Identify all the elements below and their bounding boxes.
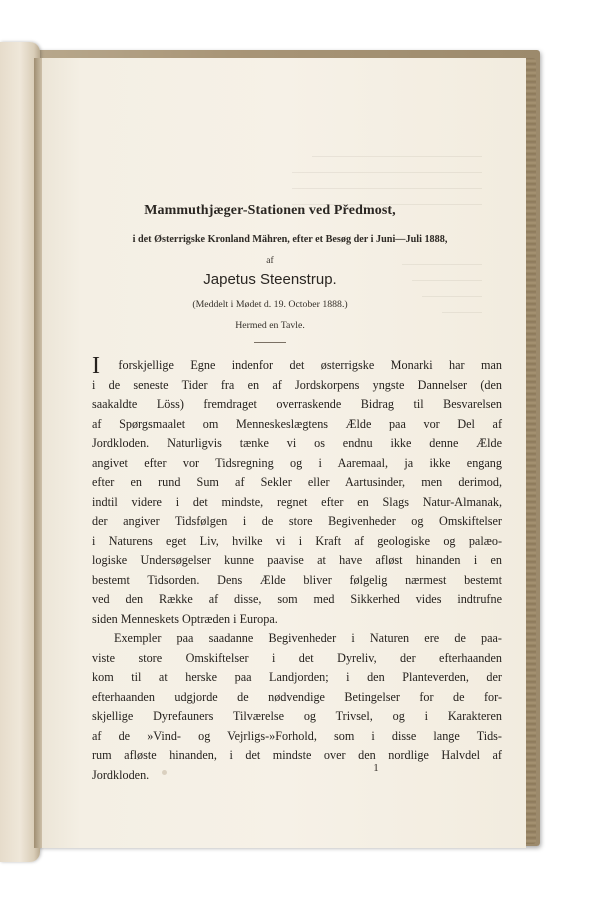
text-line: kom til at herske paa Landjorden; i den Planteverden, der: [92, 670, 502, 684]
text-line: angivet efter vor Tidsregning og i Aaremaal, ja ikke engang: [92, 455, 502, 470]
show-through-line: [412, 280, 482, 281]
text-line: rum afløste hinanden, i det mindste over den nordlige Halvdel af: [92, 748, 502, 762]
show-through-line: [402, 264, 482, 265]
show-through-line: [442, 312, 482, 313]
show-through-line: [292, 172, 482, 173]
text-line: Exempler paa saadanne Begivenheder i Naturen ere de paa-: [114, 631, 502, 645]
communicated-note: (Meddelt i Mødet d. 19. October 1888.): [192, 299, 348, 310]
show-through-line: [312, 156, 482, 157]
divider-rule: [254, 342, 286, 343]
text-line: siden Menneskets Optræden i Europa.: [92, 611, 278, 626]
text-line: [92, 353, 503, 379]
text-line: bestemt Tidsorden. Dens Ælde bliver følgelig nærmest bestemt: [92, 572, 502, 587]
text-line: af de »Vind- og Vejrligs-»Forhold, som i disse lange Tids-: [92, 728, 502, 743]
text-line: i Naturens eget Liv, hvilke vi i Kraft af geologiske og palæo-: [92, 533, 502, 548]
author-name: Japetus Steenstrup.: [203, 271, 337, 288]
plate-note: Hermed en Tavle.: [235, 320, 305, 331]
text-line: Jordkloden.: [92, 767, 150, 782]
show-through-line: [292, 188, 482, 189]
drop-cap: I: [92, 353, 100, 379]
show-through-line: [422, 296, 482, 297]
text-line: ved den Række af disse, som med Sikkerhed vides indtrufne: [92, 592, 502, 606]
text-line: logiske Undersøgelser kunne paavise at have afløst hinanden i en: [92, 553, 502, 567]
text-line: viste store Omskiftelser i det Dyreliv, der efterhaanden: [92, 650, 502, 665]
article-subtitle: i det Østerrigske Kronland Mähren, efter et Besøg der i Juni—Juli 1888,: [132, 234, 448, 245]
text-line: saakaldte Löss) fremdraget overraskende Bidrag til Besvarelsen: [92, 397, 502, 411]
body-text: [92, 353, 503, 785]
page-number: 1: [373, 762, 379, 774]
text-line-content: forskjellige Egne indenfor det østerrigske Monarki har man: [118, 358, 503, 372]
text-line: der angiver Tidsfølgen i de store Begivenheder og Omskiftelser: [92, 514, 502, 528]
text-line: i de seneste Tider fra en af Jordskorpens yngste Dannelser (den: [92, 377, 502, 392]
text-line: efter en rund Sum af Sekler eller Aartusinder, men derimod,: [92, 475, 502, 489]
article-title: Mammuthjæger-Stationen ved Předmost,: [144, 203, 396, 218]
text-line: efterhaanden udgjorde de nødvendige Betingelser for de for-: [92, 689, 502, 704]
text-line: indtil videre i det mindste, regnet efter en Slags Natur-Almanak,: [92, 494, 502, 509]
text-line: Jordkloden. Naturligvis tænke vi os endnu ikke denne Ælde: [92, 436, 502, 450]
byline-af: af: [266, 256, 274, 266]
text-line: af Spørgsmaalet om Menneskeslægtens Ælde paa vor Del af: [92, 416, 502, 431]
text-line: skjellige Dyrefauners Tilværelse og Trivsel, og i Karakteren: [92, 709, 502, 723]
